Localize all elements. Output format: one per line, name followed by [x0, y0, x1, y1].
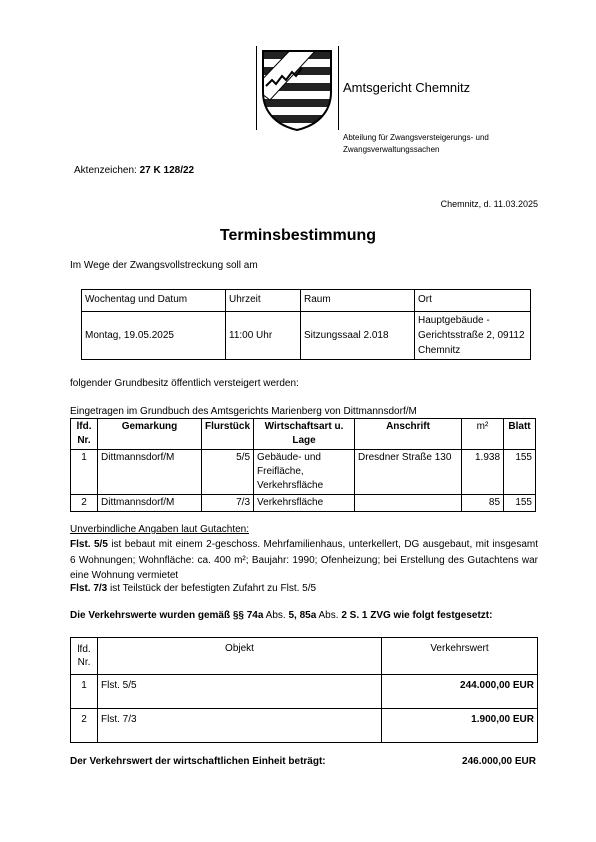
column-header-date: Wochentag und Datum: [82, 290, 226, 312]
expert-item-1-text: ist bebaut mit einem 2-geschoss. Mehrfamilienhaus, unterkellert, DG ausgebaut, mit insgesamt 6 Wohnungen; Wohnfläche: ca. 400 m²; Baujahr: 1990; Ofenheizung; bei Erstellung des Gutachtens war eine Wohnung vermietet: [70, 539, 538, 581]
column-header-value: Verkehrswert: [382, 638, 538, 675]
column-header-sheet: Blatt: [504, 419, 536, 450]
value-object: Flst. 7/3: [98, 709, 382, 743]
department-name: Abteilung für Zwangsversteigerungs- und Zwangsverwaltungssachen: [343, 133, 489, 154]
table-row: [71, 709, 538, 743]
saxony-coat-of-arms-logo: [260, 48, 334, 132]
appointment-location: Hauptgebäude - Gerichtsstraße 2, 09112 Chemnitz: [415, 312, 531, 360]
place-date: Chemnitz, d. 11.03.2025: [440, 199, 538, 209]
case-reference: [74, 165, 194, 176]
valuation-statement: [70, 610, 492, 621]
valuation-text-2: Abs.: [265, 610, 286, 621]
land-register-text: Eingetragen im Grundbuch des Amtsgerichts Marienberg von Dittmannsdorf/M: [70, 406, 417, 417]
table-header-row: [82, 290, 531, 312]
column-header-district: Gemarkung: [98, 419, 202, 450]
column-header-object: Objekt: [98, 638, 382, 675]
parcel-number: 2: [71, 495, 98, 512]
total-label: Der Verkehrswert der wirtschaftlichen Einheit beträgt:: [70, 756, 326, 767]
header-right-rule: [338, 46, 339, 130]
parcel-number: 1: [71, 450, 98, 495]
parcel-usage: Gebäude- und Freifläche, Verkehrsfläche: [254, 450, 355, 495]
expert-item-1-label: Flst. 5/5: [70, 539, 108, 550]
parcel-sheet: 155: [504, 495, 536, 512]
column-header-room: Raum: [301, 290, 415, 312]
expert-item-2-text: ist Teilstück der befestigten Zufahrt zu Flst. 5/5: [110, 583, 317, 594]
column-header-location: Ort: [415, 290, 531, 312]
column-header-number: lfd. Nr.: [71, 419, 98, 450]
expert-item-1: [70, 537, 538, 584]
valuation-text-4: Abs.: [318, 610, 339, 621]
table-row: [71, 675, 538, 709]
valuation-text-3: 5, 85a: [288, 610, 317, 621]
appointment-date: Montag, 19.05.2025: [82, 312, 226, 360]
column-header-time: Uhrzeit: [226, 290, 301, 312]
value-amount: 244.000,00 EUR: [382, 675, 538, 709]
column-header-area: m²: [462, 419, 504, 450]
table-header-row: [71, 419, 536, 450]
valuation-text-5: 2 S. 1 ZVG wie folgt festgesetzt:: [341, 610, 493, 621]
expert-heading: Unverbindliche Angaben laut Gutachten:: [70, 524, 250, 535]
parcels-table: [70, 418, 536, 512]
expert-item-2-label: Flst. 7/3: [70, 583, 108, 594]
column-header-parcel: Flurstück: [202, 419, 254, 450]
intro-text: Im Wege der Zwangsvollstreckung soll am: [70, 260, 258, 271]
column-header-number: lfd. Nr.: [71, 638, 98, 675]
valuation-text-1: Die Verkehrswerte wurden gemäß §§ 74a: [70, 610, 264, 621]
value-number: 1: [71, 675, 98, 709]
parcel-district: Dittmannsdorf/M: [98, 450, 202, 495]
appointment-time: 11:00 Uhr: [226, 312, 301, 360]
table-row: [71, 450, 536, 495]
value-number: 2: [71, 709, 98, 743]
appointment-table: [81, 289, 531, 360]
parcel-id: 5/5: [202, 450, 254, 495]
parcel-id: 7/3: [202, 495, 254, 512]
header-left-rule: [256, 46, 257, 130]
document-title: Terminsbestimmung: [219, 227, 377, 244]
value-object: Flst. 5/5: [98, 675, 382, 709]
parcel-sheet: 155: [504, 450, 536, 495]
column-header-address: Anschrift: [355, 419, 462, 450]
table-header-row: [71, 638, 538, 675]
expert-item-2: [70, 583, 316, 594]
parcel-address: [355, 495, 462, 512]
table-row: [82, 312, 531, 360]
value-amount: 1.900,00 EUR: [382, 709, 538, 743]
values-table: [70, 637, 538, 743]
court-name: Amtsgericht Chemnitz: [343, 80, 471, 95]
case-number: 27 K 128/22: [139, 165, 195, 176]
parcel-address: Dresdner Straße 130: [355, 450, 462, 495]
column-header-usage: Wirtschaftsart u. Lage: [254, 419, 355, 450]
appointment-room: Sitzungssaal 2.018: [301, 312, 415, 360]
parcel-area: 1.938: [462, 450, 504, 495]
auction-text: folgender Grundbesitz öffentlich versteigert werden:: [70, 378, 299, 389]
table-row: [71, 495, 536, 512]
parcel-usage: Verkehrsfläche: [254, 495, 355, 512]
parcel-district: Dittmannsdorf/M: [98, 495, 202, 512]
case-label: Aktenzeichen:: [74, 165, 137, 176]
total-value: 246.000,00 EUR: [462, 756, 536, 767]
parcel-area: 85: [462, 495, 504, 512]
